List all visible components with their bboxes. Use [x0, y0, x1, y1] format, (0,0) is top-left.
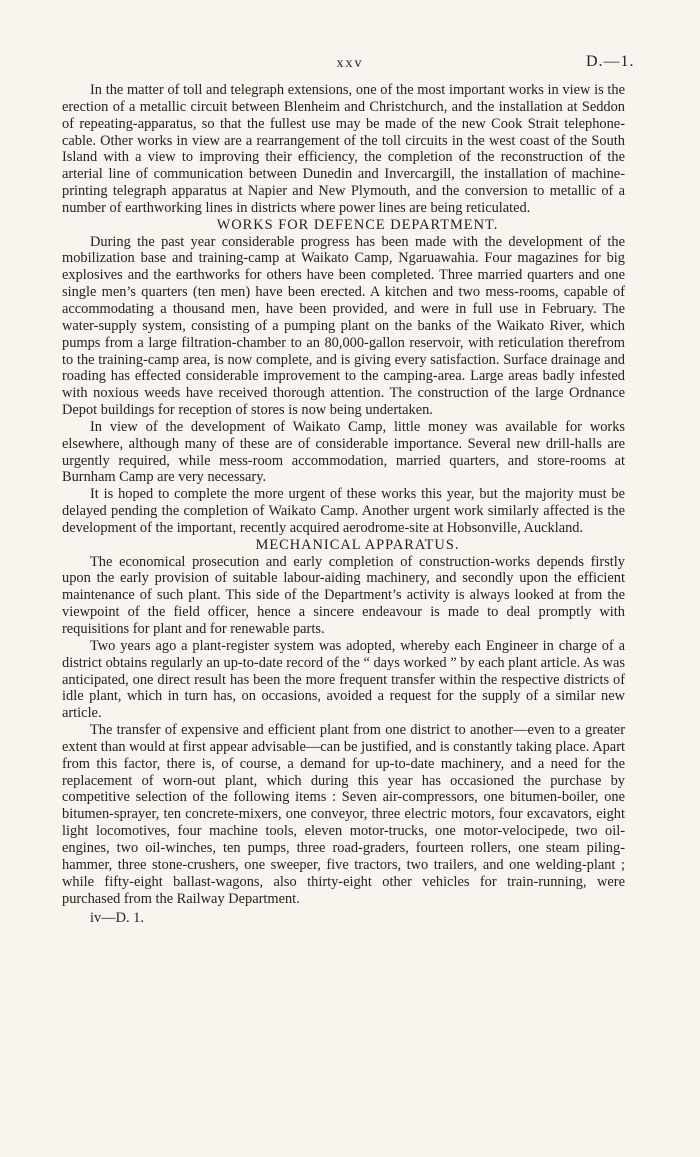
defence-paragraph: In view of the development of Waikato Camp, little money was available for works elsewhere, although many of these are of considerable importance. Several new drill-halls are urgently required, while mess-room accommodation, married quarters, and store-rooms at Burnham Camp are very necessary.: [62, 418, 625, 486]
mechanical-paragraph: The economical prosecution and early completion of construction-works depends firstly upon the early provision of suitable labour-aiding machinery, and secondly upon the efficient maintenance of such plant. This side of the Department’s activity is always looked at from the viewpoint of the field officer, hence a sincere endeavour is made to deal promptly with requisitions for plant and for renewable parts.: [62, 553, 625, 637]
body-text: [62, 82, 625, 927]
defence-paragraph: During the past year considerable progress has been made with the development of the mobilization base and training-camp at Waikato Camp, Ngaruawahia. Four magazines for big explosives and the earthworks for others have been completed. Three married quarters and one single men’s quarters (ten men) have been erected. A kitchen and two mess-rooms, capable of accommodating a thousand men, have been provided, and were in full use in February. The water-supply system, consisting of a pumping plant on the banks of the Waikato River, which pumps from a large filtration-chamber to an 80,000-gallon reservoir, with reticulation therefrom to the training-camp area, is now complete, and is giving every satisfaction. Surface drainage and roading has effected considerable improvement to the camping-area. Large areas badly infested with noxious weeds have received thorough attention. The construction of the large Ordnance Depot buildings for reception of stores is now being undertaken.: [62, 233, 625, 419]
section-heading-defence: WORKS FOR DEFENCE DEPARTMENT.: [216, 216, 499, 233]
page-number: xxv: [336, 56, 364, 71]
mechanical-paragraph: Two years ago a plant-register system was adopted, whereby each Engineer in charge of a district obtains regularly an up-to-date record of the “ days worked ” by each plant article. As was anticipated, one direct result has been the more frequent transfer within the respective districts of idle plant, which in turn has, on occasions, avoided a request for the supply of a similar new article.: [62, 637, 625, 722]
mechanical-paragraph: The transfer of expensive and efficient plant from one district to another—even to a greater extent than would at first appear advisable—can be justified, and is constantly taking place. Apart from this factor, there is, of course, a demand for up-to-date machinery, and a need for the replacement of worn-out plant, which during this year has occasioned the purchase by competitive selection of the following items : Seven air-compressors, one bitumen-boiler, one bitumen-sprayer, ten concrete-mixers, one conveyor, three electric motors, four excavators, eight light locomotives, four machine tools, eleven motor-trucks, one motor-velocipede, two oil-engines, two oil-winches, ten pumps, three road-graders, fourteen rollers, one steam piling-hammer, three stone-crushers, one sweeper, five tractors, two trailers, and one welding-plant ; while fifty-eight ballast-wagons, also thirty-eight other vehicles for train-running, were purchased from the Railway Department.: [62, 722, 625, 907]
section-heading-mechanical: MECHANICAL APPARATUS.: [255, 536, 460, 553]
document-reference: D.—1.: [586, 53, 635, 70]
signature-mark: iv—D. 1.: [90, 910, 144, 927]
defence-paragraph: It is hoped to complete the more urgent of these works this year, but the majority must be delayed pending the completion of Waikato Camp. Another urgent work similarly affected is the development of the important, recently acquired aerodrome-site at Hobsonville, Auckland.: [62, 486, 625, 536]
intro-paragraph: In the matter of toll and telegraph extensions, one of the most important works in view is the erection of a metallic circuit between Blenheim and Christchurch, and the installation at Seddon of repeating-apparatus, so that the fullest use may be made of the new Cook Strait telephone-cable. Other works in view are a rearrangement of the toll circuits in the west coast of the South Island with a view to improving their efficiency, the completion of the reconstruction of the arterial line of communication between Dunedin and Invercargill, the installation of machine-printing telegraph apparatus at Napier and New Plymouth, and the conversion to metallic of a number of earthworking lines in districts where power lines are being reticulated.: [62, 82, 625, 216]
